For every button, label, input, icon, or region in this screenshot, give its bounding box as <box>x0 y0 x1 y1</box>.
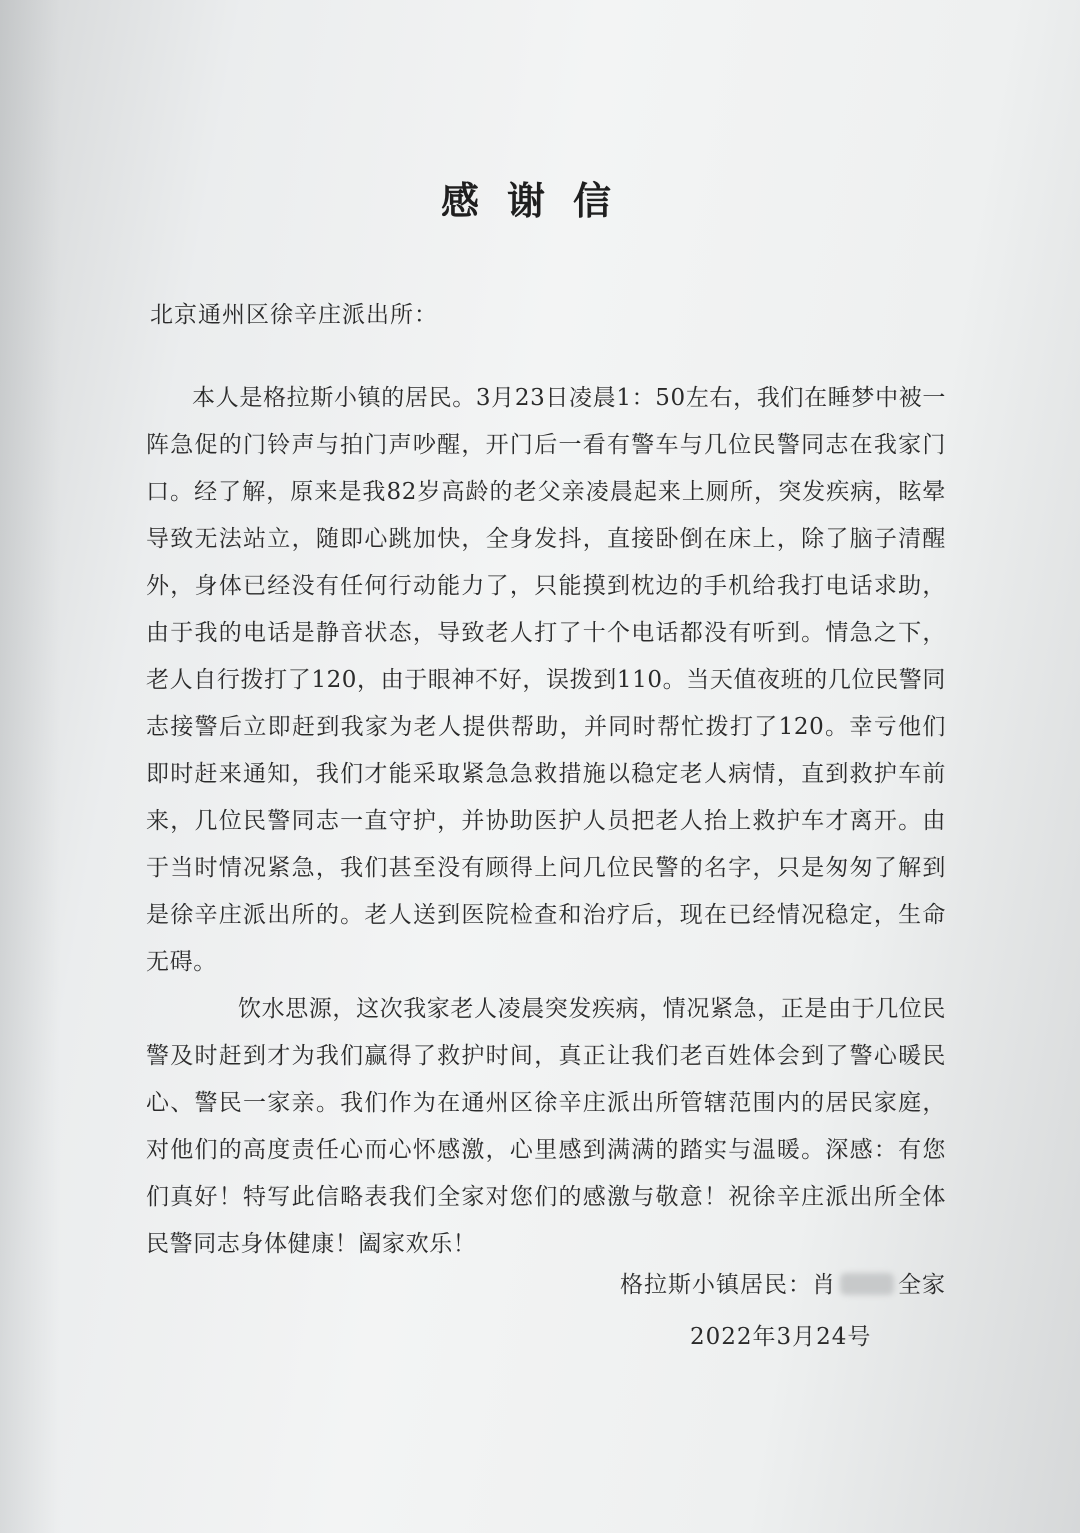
letter-paragraph: 本人是格拉斯小镇的居民。3月23日凌晨1：50左右，我们在睡梦中被一阵急促的门铃声与拍门声吵醒，开门后一看有警车与几位民警同志在我家门口。经了解，原来是我82岁高龄的老父亲凌晨起来上厕所，突发疾病，眩晕导致无法站立，随即心跳加快，全身发抖，直接卧倒在床上，除了脑子清醒外，身体已经没有任何行动能力了，只能摸到枕边的手机给我打电话求助，由于我的电话是静音状态，导致老人打了十个电话都没有听到。情急之下，老人自行拨打了120，由于眼神不好，误拨到110。当天值夜班的几位民警同志接警后立即赶到我家为老人提供帮助，并同时帮忙拨打了120。幸亏他们即时赶来通知，我们才能采取紧急急救措施以稳定老人病情，直到救护车前来，几位民警同志一直守护，并协助医护人员把老人抬上救护车才离开。由于当时情况紧急，我们甚至没有顾得上问几位民警的名字，只是匆匆了解到是徐辛庄派出所的。老人送到医院检查和治疗后，现在已经情况稳定，生命无碍。 <box>146 385 946 975</box>
redacted-name-blur <box>840 1273 894 1295</box>
letter-salutation: 北京通州区徐辛庄派出所： <box>150 302 438 328</box>
letter-title: 感谢信 <box>440 179 639 223</box>
letter-signature <box>620 1266 946 1299</box>
signature-prefix: 格拉斯小镇居民：肖 <box>620 1272 836 1298</box>
letter-body <box>146 375 946 1268</box>
signature-suffix: 全家 <box>898 1272 946 1298</box>
letter-date: 2022年3月24号 <box>690 1324 872 1350</box>
letter-paragraph: 饮水思源，这次我家老人凌晨突发疾病，情况紧急，正是由于几位民警及时赶到才为我们赢得了救护时间，真正让我们老百姓体会到了警心暖民心、警民一家亲。我们作为在通州区徐辛庄派出所管辖范围内的居民家庭，对他们的高度责任心而心怀感激，心里感到满满的踏实与温暖。深感：有您们真好！特写此信略表我们全家对您们的感激与敬意！祝徐辛庄派出所全体民警同志身体健康！阖家欢乐！ <box>146 996 946 1257</box>
page-shadow <box>0 0 60 1533</box>
